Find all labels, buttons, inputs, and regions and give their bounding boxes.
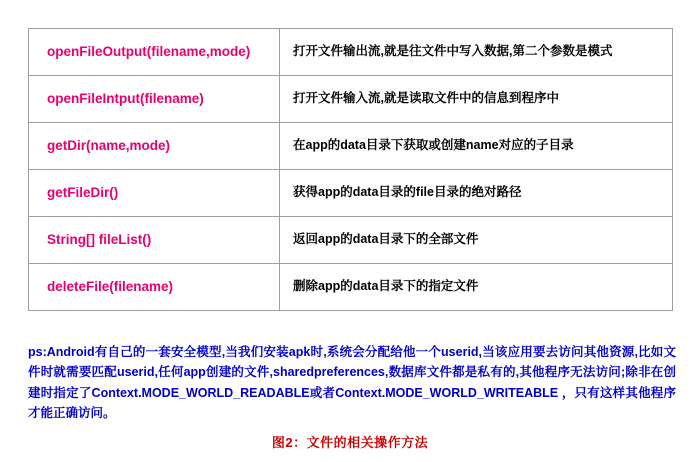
table-row [29, 217, 673, 264]
method-name: getDir(name,mode) [47, 137, 171, 153]
method-cell [29, 123, 280, 170]
table-body [29, 29, 673, 311]
description-cell [280, 170, 673, 217]
method-description: 打开文件输出流,就是往文件中写入数据,第二个参数是模式 [293, 44, 613, 59]
method-cell [29, 264, 280, 311]
table-row [29, 29, 673, 76]
method-cell [29, 217, 280, 264]
figure-caption: 图2：文件的相关操作方法 [271, 435, 429, 450]
table-row [29, 264, 673, 311]
description-cell [280, 264, 673, 311]
method-cell [29, 170, 280, 217]
method-description: 打开文件输入流,就是读取文件中的信息到程序中 [293, 91, 559, 106]
method-name: openFileOutput(filename,mode) [47, 43, 251, 59]
method-cell [29, 29, 280, 76]
method-name: String[] fileList() [47, 231, 152, 247]
table-row [29, 123, 673, 170]
method-name: openFileIntput(filename) [47, 90, 204, 106]
method-name: deleteFile(filename) [47, 278, 174, 294]
method-description: 返回app的data目录下的全部文件 [293, 232, 479, 247]
description-cell [280, 217, 673, 264]
file-api-table [28, 28, 673, 311]
method-description: 在app的data目录下获取或创建name对应的子目录 [293, 138, 574, 153]
description-cell [280, 29, 673, 76]
method-description: 获得app的data目录的file目录的绝对路径 [293, 185, 522, 200]
description-cell [280, 76, 673, 123]
method-cell [29, 76, 280, 123]
table-row [29, 170, 673, 217]
method-name: getFileDir() [47, 184, 119, 200]
table-row [29, 76, 673, 123]
security-note: ps:Android有自己的一套安全模型,当我们安装apk时,系统会分配给他一个userid,当该应用要去访问其他资源,比如文件时就需要匹配userid,任何app创建的文件,sharedpreferences,数据库文件都是私有的,其他程序无法访问;除非在创建时指定了Context.MODE_WORLD_READABLE或者Context.MODE_WORLD_WRITEABLE ，只有这样其他程序才能正确访问。 [28, 345, 676, 420]
description-cell [280, 123, 673, 170]
method-description: 删除app的data目录下的指定文件 [293, 279, 479, 294]
